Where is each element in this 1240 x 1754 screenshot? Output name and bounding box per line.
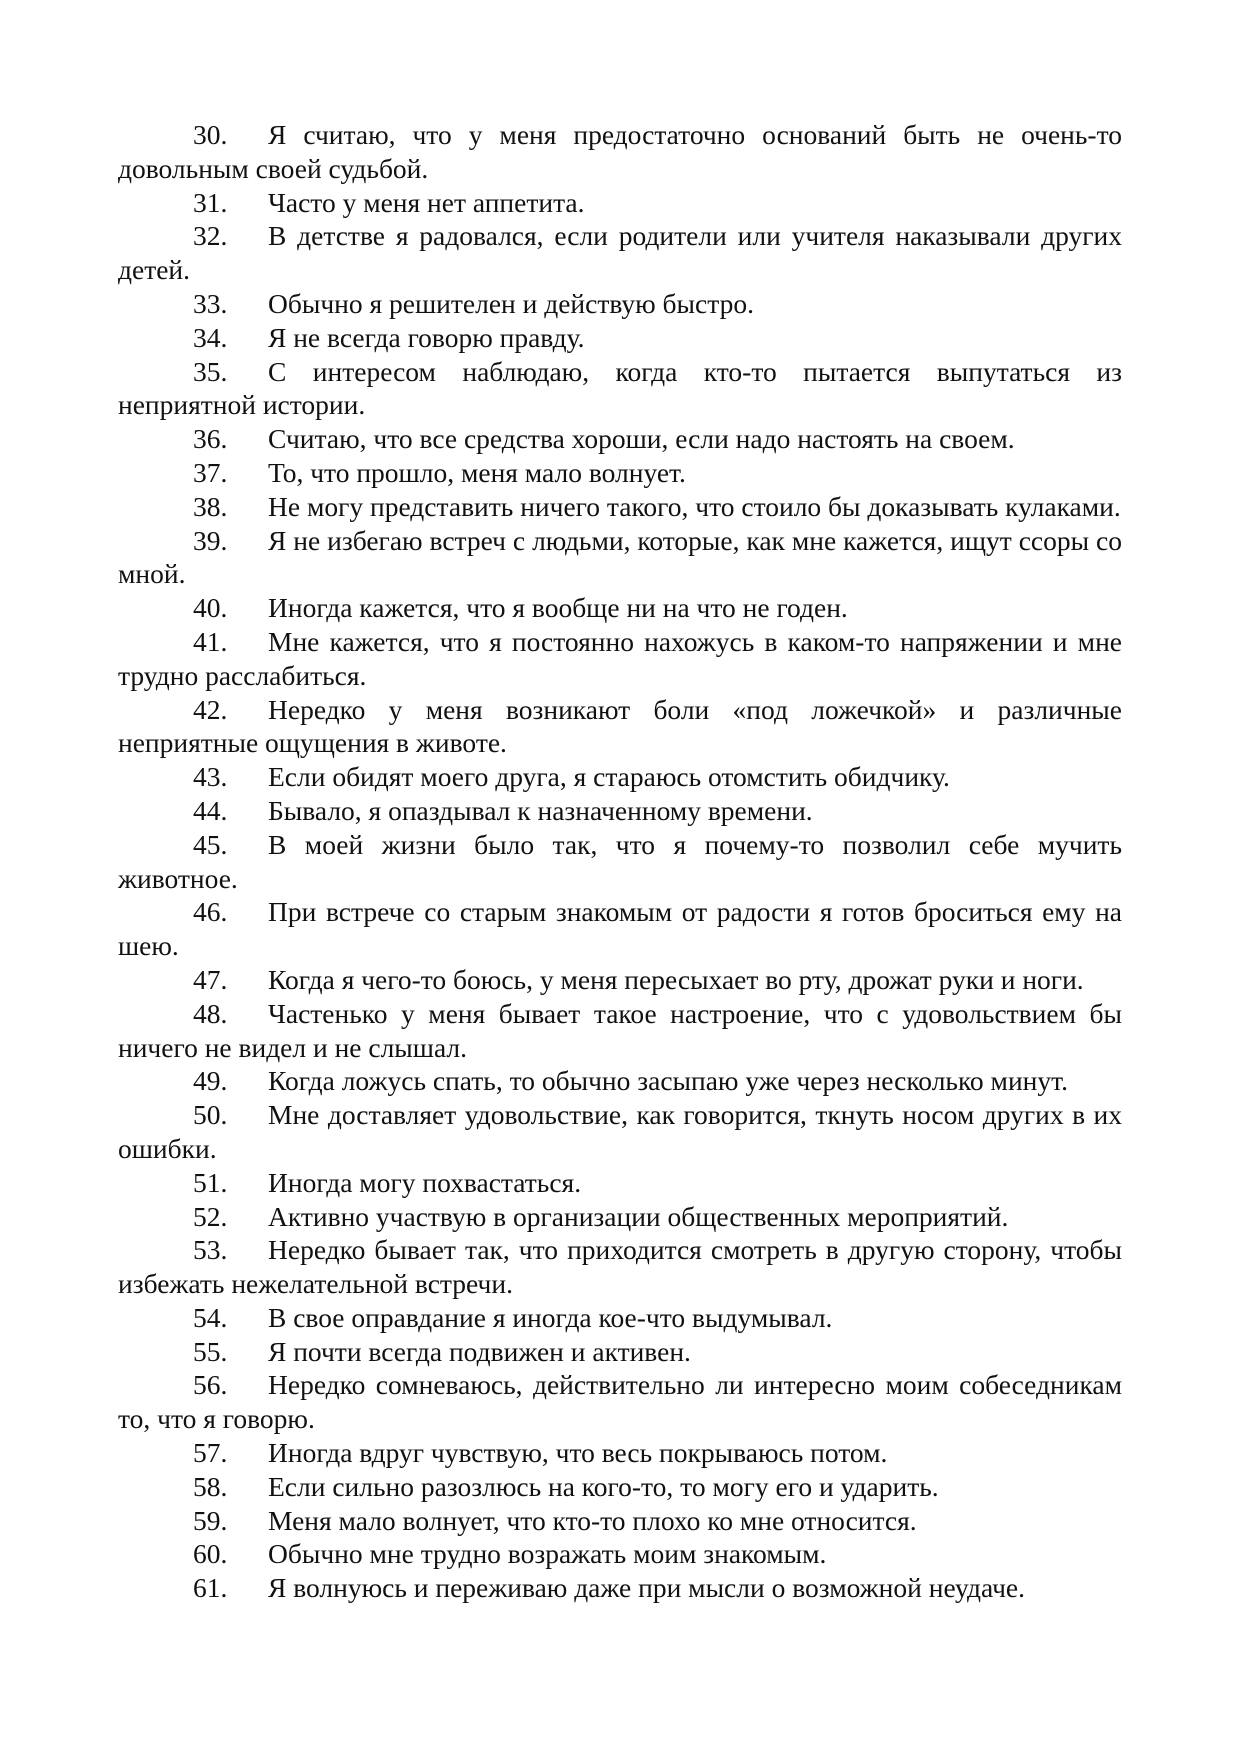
question-text: Бывало, я опаздывал к назначенному времени. bbox=[268, 794, 813, 826]
question-number: 58. bbox=[193, 1470, 228, 1502]
question-item bbox=[118, 1098, 1122, 1166]
question-number: 56. bbox=[193, 1369, 228, 1401]
question-text: Нередко сомневаюсь, действительно ли интересно моим собеседникам то, что я говорю. bbox=[118, 1369, 1122, 1435]
question-number: 36. bbox=[193, 423, 228, 455]
question-text: Обычно мне трудно возражать моим знакомым. bbox=[268, 1538, 827, 1570]
question-text: Нередко бывает так, что приходится смотреть в другую сторону, чтобы избежать нежелательной встречи. bbox=[118, 1234, 1122, 1300]
question-text: Я считаю, что у меня предостаточно оснований быть не очень-то довольным своей судьбой. bbox=[118, 119, 1122, 184]
question-number: 48. bbox=[193, 997, 228, 1029]
question-item bbox=[118, 355, 1122, 423]
question-number: 37. bbox=[193, 456, 228, 488]
question-text: В свое оправдание я иногда кое-что выдумывал. bbox=[268, 1301, 833, 1333]
question-text: Мне кажется, что я постоянно нахожусь в каком-то напряжении и мне трудно расслабиться. bbox=[118, 625, 1122, 691]
question-number: 34. bbox=[193, 321, 228, 353]
question-item bbox=[118, 591, 1122, 625]
question-item bbox=[118, 1064, 1122, 1098]
question-number: 33. bbox=[193, 287, 228, 319]
question-text: Если сильно разозлюсь на кого-то, то могу его и ударить. bbox=[268, 1470, 939, 1502]
question-text: Активно участвую в организации общественных мероприятий. bbox=[268, 1200, 1009, 1232]
question-item bbox=[118, 490, 1122, 524]
question-item bbox=[118, 997, 1122, 1065]
question-number: 46. bbox=[193, 896, 228, 928]
question-text: Я не всегда говорю правду. bbox=[268, 321, 585, 353]
question-text: То, что прошло, меня мало волнует. bbox=[268, 456, 686, 488]
question-item bbox=[118, 828, 1122, 896]
question-text: Когда я чего-то боюсь, у меня пересыхает во рту, дрожат руки и ноги. bbox=[268, 963, 1084, 995]
question-text: Мне доставляет удовольствие, как говорится, ткнуть носом других в их ошибки. bbox=[118, 1099, 1122, 1164]
question-item bbox=[118, 1233, 1122, 1301]
question-number: 45. bbox=[193, 828, 228, 860]
question-number: 35. bbox=[193, 355, 228, 387]
question-item bbox=[118, 1368, 1122, 1436]
question-number: 42. bbox=[193, 693, 228, 725]
question-number: 32. bbox=[193, 220, 228, 252]
question-item bbox=[118, 625, 1122, 693]
question-item bbox=[118, 1436, 1122, 1470]
question-number: 38. bbox=[193, 490, 228, 522]
question-number: 50. bbox=[193, 1099, 228, 1131]
question-item bbox=[118, 1166, 1122, 1200]
question-item bbox=[118, 1571, 1122, 1605]
question-number: 57. bbox=[193, 1437, 228, 1469]
question-text: Частенько у меня бывает такое настроение, что с удовольствием бы ничего не видел и не слышал. bbox=[118, 997, 1122, 1063]
question-number: 54. bbox=[193, 1301, 228, 1333]
question-text: Меня мало волнует, что кто-то плохо ко мне относится. bbox=[268, 1504, 917, 1536]
question-item bbox=[118, 118, 1122, 186]
question-number: 41. bbox=[193, 625, 228, 657]
question-text: При встрече со старым знакомым от радости я готов броситься ему на шею. bbox=[118, 896, 1122, 962]
question-item bbox=[118, 219, 1122, 287]
question-text: Иногда вдруг чувствую, что весь покрываюсь потом. bbox=[268, 1437, 888, 1469]
question-item bbox=[118, 693, 1122, 761]
questionnaire-page bbox=[118, 118, 1122, 1605]
question-item bbox=[118, 1200, 1122, 1234]
question-item bbox=[118, 1335, 1122, 1369]
question-item bbox=[118, 321, 1122, 355]
question-text: Обычно я решителен и действую быстро. bbox=[268, 287, 754, 319]
question-item bbox=[118, 186, 1122, 220]
question-number: 43. bbox=[193, 761, 228, 793]
question-number: 52. bbox=[193, 1200, 228, 1232]
question-number: 40. bbox=[193, 592, 228, 624]
question-text: С интересом наблюдаю, когда кто-то пытается выпутаться из неприятной истории. bbox=[118, 355, 1122, 421]
question-number: 30. bbox=[193, 119, 228, 150]
question-item bbox=[118, 456, 1122, 490]
question-text: Я почти всегда подвижен и активен. bbox=[268, 1335, 691, 1367]
question-text: Я не избегаю встреч с людьми, которые, как мне кажется, ищут ссоры со мной. bbox=[118, 524, 1122, 590]
question-number: 47. bbox=[193, 963, 228, 995]
question-text: В моей жизни было так, что я почему-то позволил себе мучить животное. bbox=[118, 828, 1122, 894]
question-number: 61. bbox=[193, 1572, 228, 1604]
question-text: Не могу представить ничего такого, что стоило бы доказывать кулаками. bbox=[268, 490, 1121, 522]
question-item bbox=[118, 794, 1122, 828]
question-item bbox=[118, 1470, 1122, 1504]
question-item bbox=[118, 1301, 1122, 1335]
question-item bbox=[118, 287, 1122, 321]
question-text: Когда ложусь спать, то обычно засыпаю уже через несколько минут. bbox=[268, 1065, 1068, 1097]
question-number: 59. bbox=[193, 1504, 228, 1536]
question-text: Считаю, что все средства хороши, если надо настоять на своем. bbox=[268, 423, 1015, 455]
question-text: Иногда могу похвастаться. bbox=[268, 1166, 582, 1198]
question-text: Я волнуюсь и переживаю даже при мысли о возможной неудаче. bbox=[268, 1572, 1026, 1604]
question-number: 31. bbox=[193, 186, 228, 218]
question-item bbox=[118, 422, 1122, 456]
question-text: Если обидят моего друга, я стараюсь отомстить обидчику. bbox=[268, 761, 950, 793]
question-item bbox=[118, 524, 1122, 592]
question-number: 53. bbox=[193, 1234, 228, 1266]
question-text: Нередко у меня возникают боли «под ложечкой» и различные неприятные ощущения в животе. bbox=[118, 693, 1122, 759]
question-item bbox=[118, 895, 1122, 963]
question-item bbox=[118, 760, 1122, 794]
question-number: 55. bbox=[193, 1335, 228, 1367]
question-number: 49. bbox=[193, 1065, 228, 1097]
question-item bbox=[118, 963, 1122, 997]
question-text: Часто у меня нет аппетита. bbox=[268, 186, 585, 218]
question-number: 39. bbox=[193, 524, 228, 556]
question-number: 60. bbox=[193, 1538, 228, 1570]
question-item bbox=[118, 1537, 1122, 1571]
question-text: Иногда кажется, что я вообще ни на что не годен. bbox=[268, 592, 848, 624]
question-number: 51. bbox=[193, 1166, 228, 1198]
question-item bbox=[118, 1504, 1122, 1538]
question-text: В детстве я радовался, если родители или учителя наказывали других детей. bbox=[118, 220, 1122, 286]
question-number: 44. bbox=[193, 794, 228, 826]
